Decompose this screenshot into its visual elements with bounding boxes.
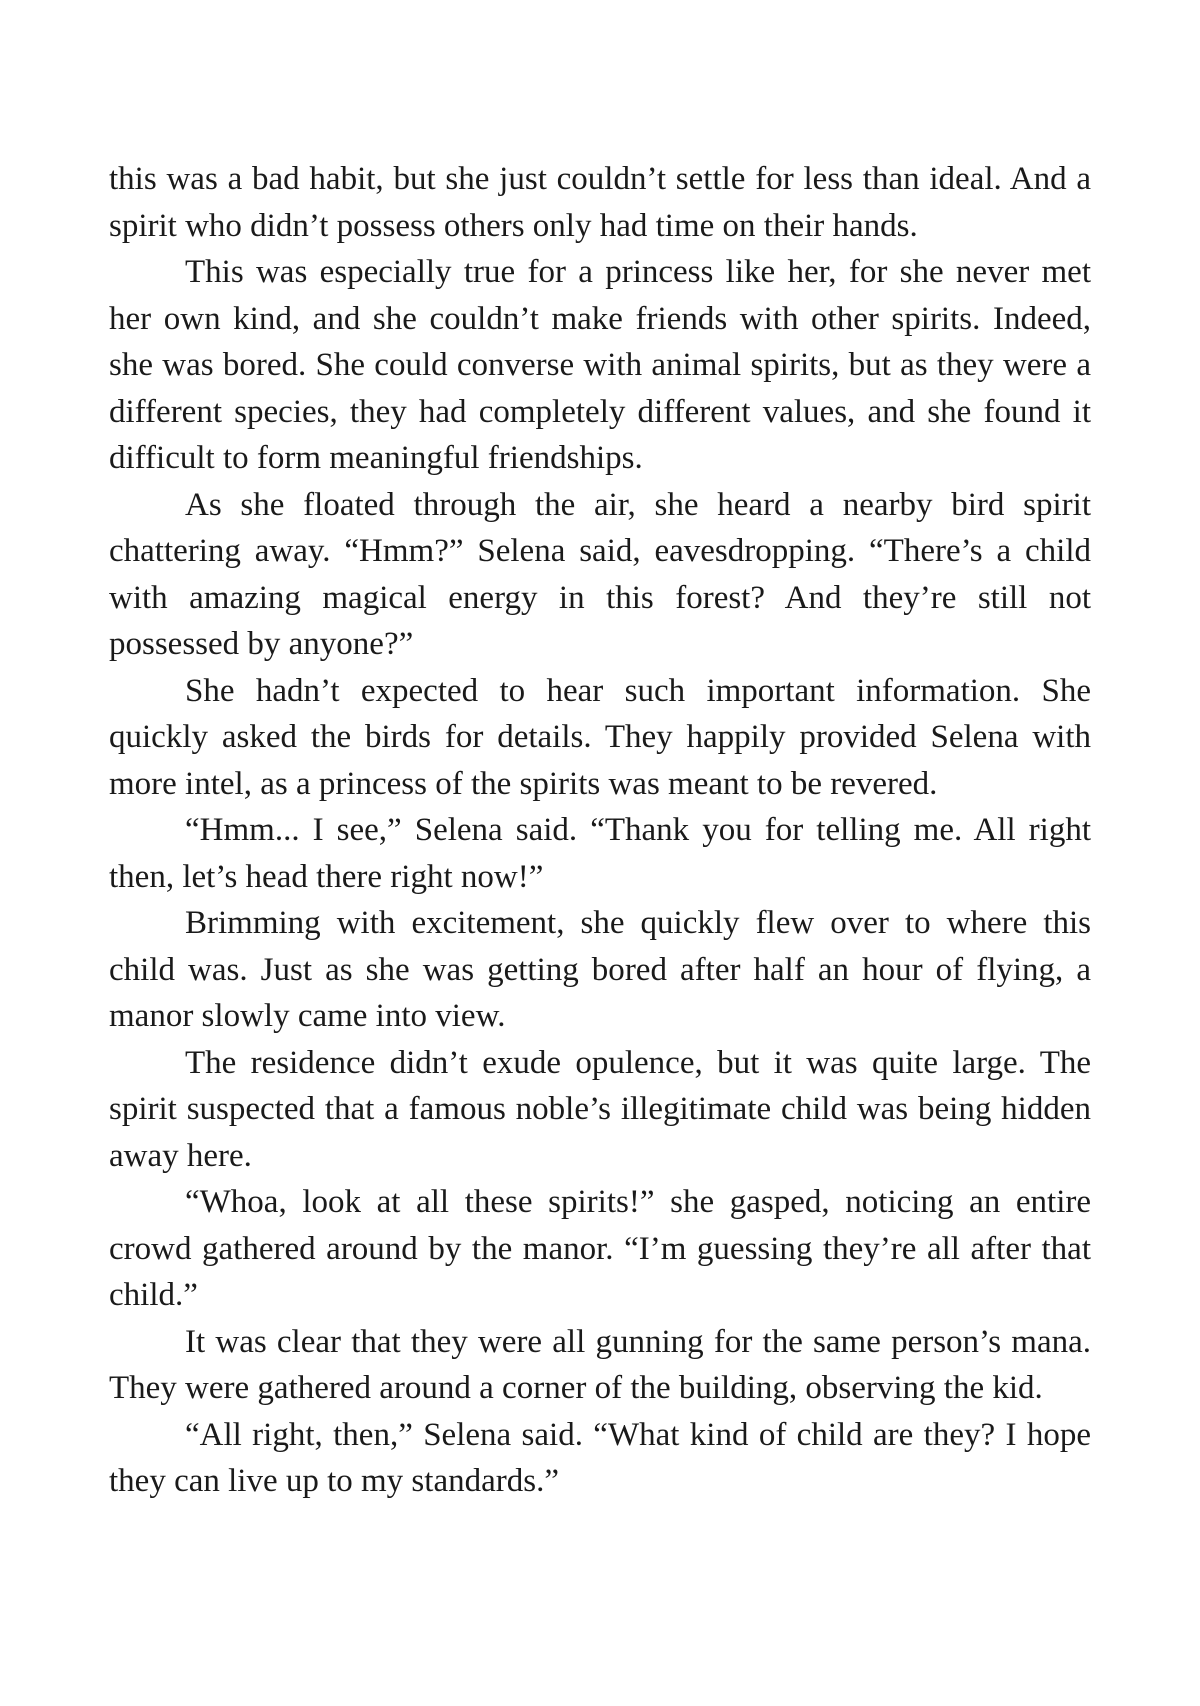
page-body-text <box>109 156 1091 1505</box>
paragraph: “Hmm... I see,” Selena said. “Thank you for telling me. All right then, let’s head there right now!” <box>109 812 1091 895</box>
paragraph: Brimming with excitement, she quickly flew over to where this child was. Just as she was getting bored after half an hour of flying, a manor slowly came into view. <box>109 905 1091 1034</box>
paragraph: This was especially true for a princess like her, for she never met her own kind, and she couldn’t make friends with other spirits. Indeed, she was bored. She could converse with animal spirits, but as they were a different species, they had completely different values, and she found it difficult to form meaningful friendships. <box>109 254 1091 476</box>
paragraph: As she floated through the air, she heard a nearby bird spirit chattering away. “Hmm?” Selena said, eavesdropping. “There’s a child with amazing magical energy in this forest? And they’re still not possessed by anyone?” <box>109 486 1091 662</box>
paragraph: The residence didn’t exude opulence, but it was quite large. The spirit suspected that a famous noble’s illegitimate child was being hidden away here. <box>109 1044 1091 1174</box>
paragraph: “All right, then,” Selena said. “What kind of child are they? I hope they can live up to my standards.” <box>109 1416 1091 1499</box>
paragraph: She hadn’t expected to hear such important information. She quickly asked the birds for details. They happily provided Selena with more intel, as a princess of the spirits was meant to be revered. <box>109 672 1091 802</box>
paragraph: It was clear that they were all gunning for the same person’s mana. They were gathered around a corner of the building, observing the kid. <box>109 1323 1091 1406</box>
paragraph: “Whoa, look at all these spirits!” she gasped, noticing an entire crowd gathered around by the manor. “I’m guessing they’re all after that child.” <box>109 1184 1091 1313</box>
paragraph-continued: this was a bad habit, but she just couldn’t settle for less than ideal. And a spirit who didn’t possess others only had time on their hands. <box>109 161 1091 244</box>
